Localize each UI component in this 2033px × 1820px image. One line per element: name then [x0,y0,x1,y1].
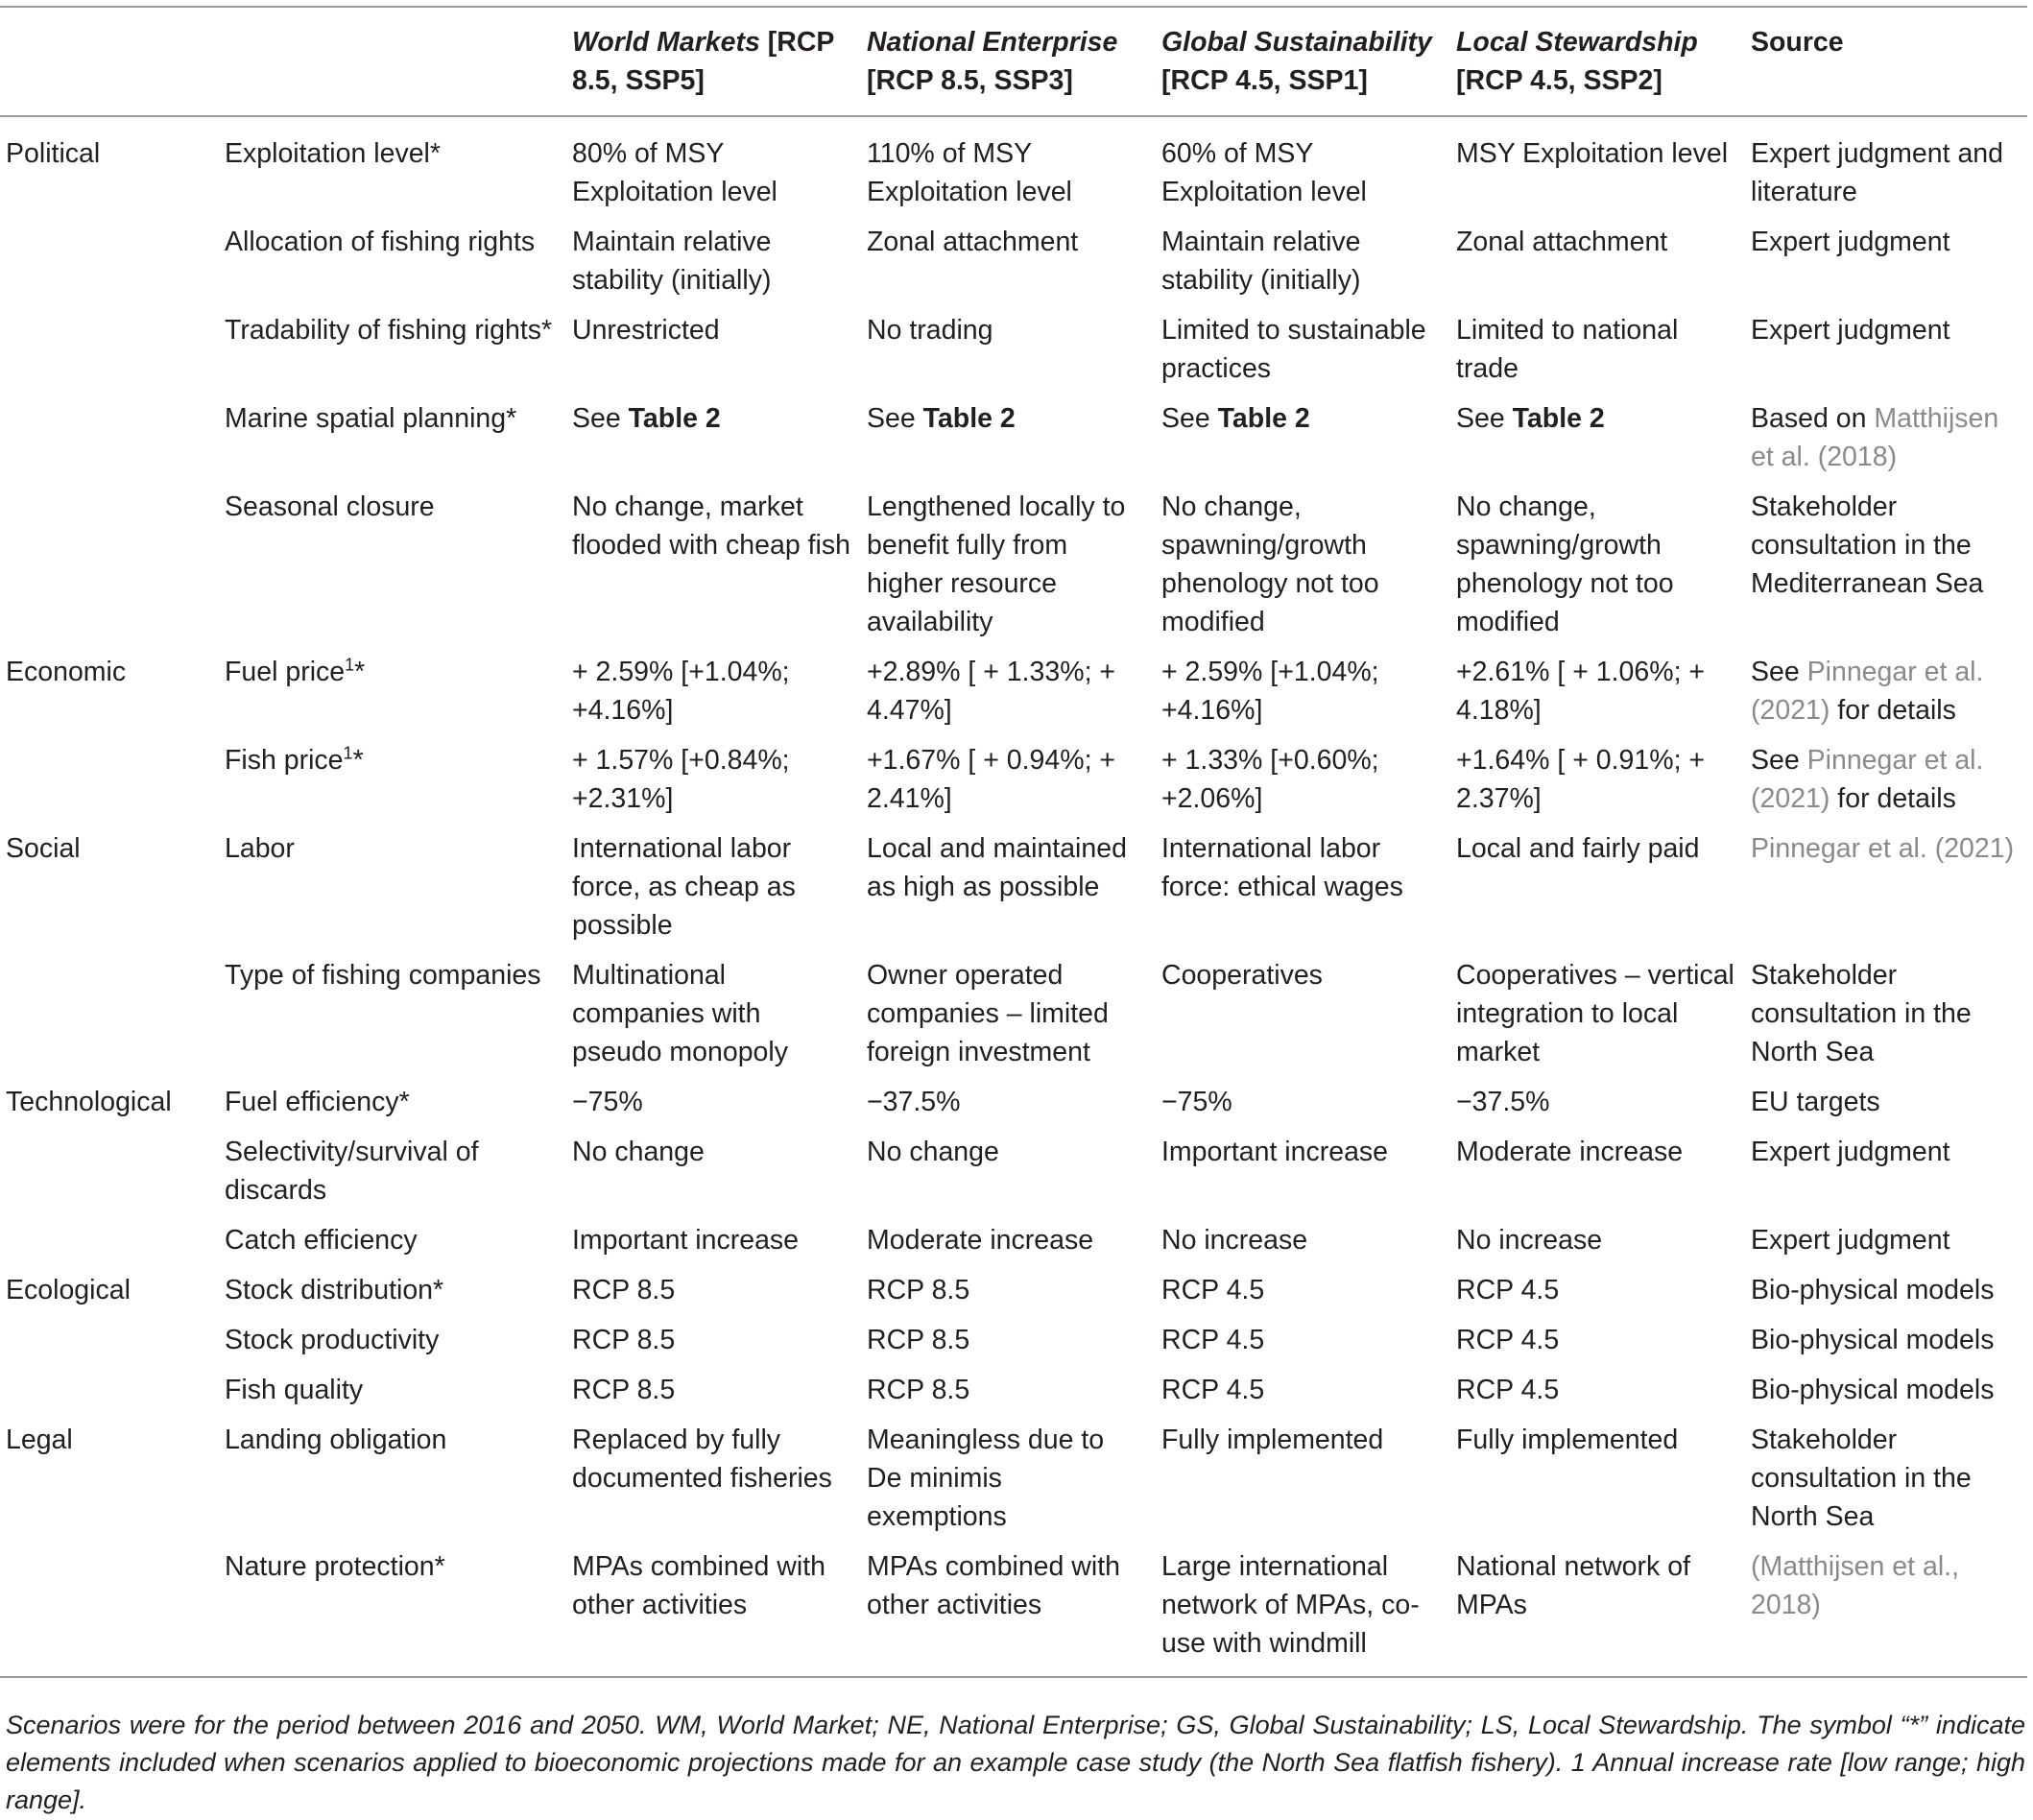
cell-source: EU targets [1751,1087,1880,1117]
cell-category: Political [6,138,101,169]
header-category [0,7,219,116]
cell-source [1745,647,2027,735]
table-row [0,950,2027,1077]
cell-world-markets: Unrestricted [572,315,720,346]
cell-national-enterprise: No change [867,1137,999,1167]
cell-global-sustainability: No change, spawning/growth phenology not too modified [1161,491,1379,637]
cell-national-enterprise: Local and maintained as high as possible [867,833,1127,902]
cell-category: Economic [6,657,127,687]
cell-source [1745,394,2027,482]
cell-national-enterprise: −37.5% [867,1087,961,1117]
asterisk-marker: * [352,745,364,776]
table-row [0,305,2027,394]
cell-category [0,1127,219,1215]
table-2-link[interactable]: Table 2 [1512,403,1605,434]
cell-category [0,950,219,1077]
element-label: Fuel price [225,657,346,687]
cell-global-sustainability: Fully implemented [1161,1425,1384,1455]
source-prefix: Based on [1751,403,1875,434]
cell-source: Expert judgment [1751,1137,1950,1167]
header-scenario-rcp: [RCP 4.5, SSP2] [1456,65,1662,96]
cell-source: Bio-physical models [1751,1325,1995,1355]
table-row [0,1215,2027,1265]
cell-national-enterprise: RCP 8.5 [867,1325,970,1355]
cell-element: Landing obligation [225,1425,447,1455]
cell-element: Fuel efficiency* [225,1087,410,1117]
cell-category [0,1542,219,1677]
see-prefix: See [1161,403,1218,434]
cell-element: Allocation of fishing rights [225,227,536,257]
header-local-stewardship [1450,7,1745,116]
table-2-link[interactable]: Table 2 [922,403,1016,434]
header-national-enterprise [861,7,1156,116]
reference-link[interactable]: Pinnegar et al. (2021) [1751,657,1984,726]
cell-national-enterprise: RCP 8.5 [867,1275,970,1305]
cell-category: Legal [6,1425,73,1455]
cell-national-enterprise: RCP 8.5 [867,1375,970,1405]
cell-category: Social [6,833,81,864]
table-2-link[interactable]: Table 2 [628,403,721,434]
cell-national-enterprise: Owner operated companies – limited foreign investment [867,960,1109,1067]
cell-national-enterprise: 110% of MSY Exploitation level [867,138,1072,207]
cell-global-sustainability: 60% of MSY Exploitation level [1161,138,1367,207]
cell-local-stewardship: Moderate increase [1456,1137,1684,1167]
cell-source: Expert judgment [1751,315,1950,346]
cell-national-enterprise: MPAs combined with other activities [867,1551,1120,1620]
header-world-markets [566,7,861,116]
cell-global-sustainability: Large international network of MPAs, co-use with windmill [1161,1551,1420,1659]
cell-element: Seasonal closure [225,491,435,522]
cell-world-markets: RCP 8.5 [572,1325,676,1355]
cell-category [0,394,219,482]
cell-local-stewardship: No change, spawning/growth phenology not too modified [1456,491,1674,637]
cell-local-stewardship: +1.64% [ + 0.91%; + 2.37%] [1456,745,1706,814]
cell-source: Stakeholder consultation in the Mediterranean Sea [1751,491,1984,599]
cell-local-stewardship: Cooperatives – vertical integration to local market [1456,960,1734,1067]
cell-world-markets: Replaced by fully documented fisheries [572,1425,832,1494]
cell-local-stewardship: −37.5% [1456,1087,1550,1117]
header-scenario-rcp: [RCP 8.5, SSP5] [572,27,834,96]
cell-category [0,1365,219,1415]
table-row [0,824,2027,950]
cell-world-markets: + 1.57% [+0.84%; +2.31%] [572,745,790,814]
source-suffix: for details [1830,695,1956,726]
cell-element: Marine spatial planning* [225,403,517,434]
cell-element: Nature protection* [225,1551,445,1582]
table-caption: Scenarios were for the period between 2016 and 2050. WM, World Market; NE, National Enterprise; GS, Global Sustainability; LS, Local Stewardship. The symbol “*” indicate elements included when scenarios applied to bioeconomic projections made for an example case study (the North Sea flatfish fishery). 1 Annual increase rate [low range; high range]. [6,1711,2025,1814]
cell-world-markets: Multinational companies with pseudo monopoly [572,960,788,1067]
header-scenario-name: World Markets [572,27,760,58]
cell-source: Expert judgment and literature [1751,138,2003,207]
reference-link[interactable]: (Matthijsen et al., 2018) [1751,1551,1960,1620]
cell-global-sustainability: Maintain relative stability (initially) [1161,227,1361,296]
header-scenario-name: Local Stewardship [1456,27,1698,58]
table-row [0,482,2027,647]
table-row [0,217,2027,305]
cell-source [1745,735,2027,824]
cell-global-sustainability: RCP 4.5 [1161,1275,1265,1305]
cell-source: Bio-physical models [1751,1275,1995,1305]
table-header-row [0,7,2027,116]
cell-global-sustainability: + 1.33% [+0.60%; +2.06%] [1161,745,1379,814]
table-row [0,116,2027,217]
cell-local-stewardship [1450,394,1745,482]
table-2-link[interactable]: Table 2 [1217,403,1310,434]
cell-category: Technological [6,1087,172,1117]
header-scenario-name: Global Sustainability [1161,27,1432,58]
source-prefix: See [1751,745,1807,776]
cell-local-stewardship: No increase [1456,1225,1603,1256]
cell-world-markets: 80% of MSY Exploitation level [572,138,777,207]
footnote-marker: 1 [345,655,355,675]
cell-source [1745,1542,2027,1677]
cell-category: Ecological [6,1275,131,1305]
cell-global-sustainability: Cooperatives [1161,960,1323,991]
cell-world-markets: MPAs combined with other activities [572,1551,825,1620]
element-label: Fish price [225,745,344,776]
cell-national-enterprise: Lengthened locally to benefit fully from higher resource availability [867,491,1126,637]
see-prefix: See [867,403,923,434]
table-row [0,647,2027,735]
header-global-sustainability [1156,7,1450,116]
cell-world-markets: Maintain relative stability (initially) [572,227,772,296]
see-prefix: See [572,403,629,434]
see-prefix: See [1456,403,1513,434]
cell-local-stewardship: Limited to national trade [1456,315,1679,384]
cell-element: Tradability of fishing rights* [225,315,553,346]
cell-world-markets: RCP 8.5 [572,1375,676,1405]
cell-source: Expert judgment [1751,227,1950,257]
cell-source: Bio-physical models [1751,1375,1995,1405]
table-row [0,394,2027,482]
cell-local-stewardship: Fully implemented [1456,1425,1679,1455]
cell-local-stewardship: Local and fairly paid [1456,833,1700,864]
cell-national-enterprise: Moderate increase [867,1225,1094,1256]
cell-source: Expert judgment [1751,1225,1950,1256]
cell-element: Exploitation level* [225,138,441,169]
cell-local-stewardship: National network of MPAs [1456,1551,1690,1620]
header-element [219,7,566,116]
cell-world-markets: No change [572,1137,705,1167]
footnote-marker: 1 [343,743,353,763]
cell-world-markets: No change, market flooded with cheap fish [572,491,850,561]
cell-element: Catch efficiency [225,1225,418,1256]
cell-local-stewardship: +2.61% [ + 1.06%; + 4.18%] [1456,657,1706,726]
cell-source [1745,824,2027,950]
cell-world-markets: International labor force, as cheap as possible [572,833,796,941]
cell-national-enterprise: No trading [867,315,993,346]
cell-element [219,735,566,824]
table-row [0,1415,2027,1542]
cell-source: Stakeholder consultation in the North Sea [1751,960,1972,1067]
reference-link[interactable]: Matthijsen et al. (2018) [1751,403,1999,472]
header-scenario-name: National Enterprise [867,27,1118,58]
table-row [0,1542,2027,1677]
reference-link[interactable]: Pinnegar et al. (2021) [1751,745,1984,814]
cell-category [0,482,219,647]
cell-element: Type of fishing companies [225,960,541,991]
cell-global-sustainability: −75% [1161,1087,1232,1117]
cell-element: Stock productivity [225,1325,440,1355]
cell-world-markets: RCP 8.5 [572,1275,676,1305]
cell-element: Selectivity/survival of discards [225,1137,479,1206]
table-row [0,1315,2027,1365]
cell-global-sustainability: Important increase [1161,1137,1389,1167]
source-suffix: for details [1830,783,1956,814]
cell-world-markets: Important increase [572,1225,800,1256]
cell-national-enterprise: +2.89% [ + 1.33%; + 4.47%] [867,657,1116,726]
cell-category [0,1215,219,1265]
cell-world-markets: −75% [572,1087,643,1117]
cell-global-sustainability: RCP 4.5 [1161,1375,1265,1405]
table-row [0,735,2027,824]
cell-local-stewardship: MSY Exploitation level [1456,138,1729,169]
header-scenario-rcp: [RCP 4.5, SSP1] [1161,65,1368,96]
header-source: Source [1751,27,1844,58]
reference-link[interactable]: Pinnegar et al. (2021) [1751,833,2015,864]
cell-global-sustainability: No increase [1161,1225,1308,1256]
cell-national-enterprise: +1.67% [ + 0.94%; + 2.41%] [867,745,1116,814]
cell-category [0,735,219,824]
cell-global-sustainability: International labor force: ethical wages [1161,833,1403,902]
cell-world-markets: + 2.59% [+1.04%; +4.16%] [572,657,790,726]
cell-national-enterprise: Meaningless due to De minimis exemptions [867,1425,1105,1532]
cell-world-markets [566,394,861,482]
cell-global-sustainability [1156,394,1450,482]
cell-local-stewardship: RCP 4.5 [1456,1325,1560,1355]
cell-element: Fish quality [225,1375,364,1405]
cell-category [0,305,219,394]
table-row [0,1265,2027,1315]
cell-global-sustainability: + 2.59% [+1.04%; +4.16%] [1161,657,1379,726]
header-scenario-rcp: [RCP 8.5, SSP3] [867,65,1073,96]
asterisk-marker: * [354,657,366,687]
cell-element: Labor [225,833,295,864]
cell-category [0,1315,219,1365]
cell-global-sustainability: Limited to sustainable practices [1161,315,1426,384]
cell-element: Stock distribution* [225,1275,444,1305]
table-row [0,1127,2027,1215]
scenario-table [0,6,2027,1678]
table-row [0,1365,2027,1415]
cell-local-stewardship: RCP 4.5 [1456,1275,1560,1305]
table-row [0,1077,2027,1127]
cell-global-sustainability: RCP 4.5 [1161,1325,1265,1355]
cell-category [0,217,219,305]
cell-source: Stakeholder consultation in the North Sea [1751,1425,1972,1532]
cell-national-enterprise: Zonal attachment [867,227,1079,257]
source-prefix: See [1751,657,1807,687]
cell-element [219,647,566,735]
cell-national-enterprise [861,394,1156,482]
cell-local-stewardship: RCP 4.5 [1456,1375,1560,1405]
cell-local-stewardship: Zonal attachment [1456,227,1668,257]
